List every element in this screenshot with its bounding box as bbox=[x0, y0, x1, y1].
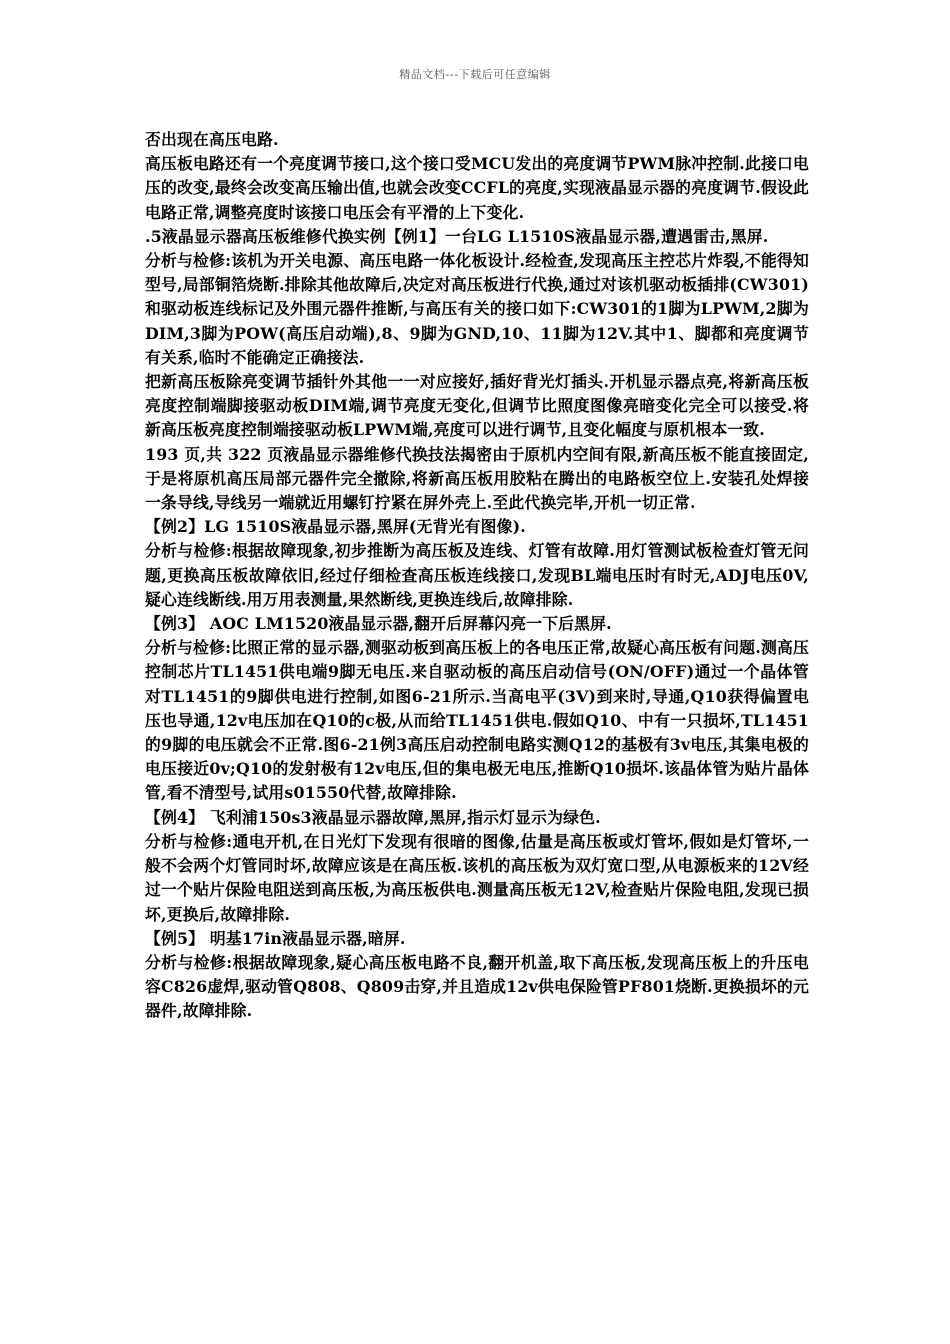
page-header: 精品文档---下载后可任意编辑 bbox=[399, 68, 551, 81]
paragraph: 【例5】 明基17in液晶显示器,暗屏. bbox=[145, 928, 406, 948]
paragraph: 【例3】 AOC LM1520液晶显示器,翻开后屏幕闪亮一下后黑屏. bbox=[145, 614, 612, 634]
paragraph: 把新高压板除亮变调节插针外其他一一对应接好,插好背光灯插头.开机显示器点亮,将新高压板亮度控制端脚接驱动板DIM端,调节亮度无变化,但调节比照度图像亮暗变化完全可以接受.将新高压板亮度控制端接驱动板LPWM端,亮度可以进行调节,且变化幅度与原机根本一致. bbox=[145, 372, 809, 440]
paragraph: 分析与检修:根据故障现象,初步推断为高压板及连线、灯管有故障.用灯管测试板检查灯管无问题,更换高压板故障依旧,经过仔细检查高压板连线接口,发现BL端电压时有时无,ADJ电压0V,疑心连线断线.用万用表测量,果然断线,更换连线后,故障排除. bbox=[145, 541, 809, 609]
paragraph: 分析与检修:根据故障现象,疑心高压板电路不良,翻开机盖,取下高压板,发现高压板上的升压电容C826虚焊,驱动管Q808、Q809击穿,并且造成12v供电保险管PF801烧断.更换损坏的元器件,故障排除. bbox=[145, 952, 809, 1021]
paragraph: 分析与检修:比照正常的显示器,测驱动板到高压板上的各电压正常,故疑心高压板有问题.测高压控制芯片TL1451供电端9脚无电压.来自驱动板的高压启动信号(ON/OFF)通过一个晶体管对TL1451的9脚供电进行控制,如图6-21所示.当高电平(3V)到来时,导通,Q10获得偏置电压也导通,12v电压加在Q10的c极,从而给TL1451供电.假如Q10、中有一只损坏,TL1451的9脚的电压就会不正常.图6-21例3高压启动控制电路实测Q12的基极有3v电压,其集电极的电压接近0v;Q10的发射极有12v电压,但的集电极无电压,推断Q10损坏.该晶体管为贴片晶体管,看不清型号,试用s01550代替,故障排除. bbox=[145, 638, 809, 803]
paragraph: 193 页,共 322 页液晶显示器维修代换技法揭密由于原机内空间有限,新高压板不能直接固定,于是将原机高压局部元器件完全撤除,将新高压板用胶粘在腾出的电路板空位上.安装孔处焊接一条导线,导线另一端就近用螺钉拧紧在屏外壳上.至此代换完毕,开机一切正常. bbox=[145, 444, 809, 513]
paragraph: 否出现在高压电路. bbox=[145, 130, 279, 149]
document-body bbox=[145, 128, 809, 1024]
paragraph: .5液晶显示器高压板维修代换实例【例1】一台LG L1510S液晶显示器,遭遇雷击,黑屏. bbox=[145, 226, 769, 246]
paragraph: 分析与检修:该机为开关电源、高压电路一体化板设计.经检查,发现高压主控芯片炸裂,不能得知型号,局部铜箔烧断.排除其他故障后,决定对高压板进行代换,通过对该机驱动板插排(CW301)和驱动板连线标记及外围元器件推断,与高压有关的接口如下:CW301的1脚为LPWM,2脚为DIM,3脚为POW(高压启动端),8、9脚为GND,10、11脚为12V.其中1、脚都和亮度调节有关系,临时不能确定正确接法. bbox=[145, 251, 809, 367]
paragraph: 【例2】LG 1510S液晶显示器,黑屏(无背光有图像). bbox=[145, 517, 526, 537]
paragraph: 分析与检修:通电开机,在日光灯下发现有很暗的图像,估量是高压板或灯管坏,假如是灯管坏,一般不会两个灯管同时坏,故障应该是在高压板.该机的高压板为双灯宽口型,从电源板来的12V经过一个贴片保险电阻送到高压板,为高压板供电.测量高压板无12V,检查贴片保险电阻,发现已损坏,更换后,故障排除. bbox=[145, 831, 809, 924]
paragraph: 【例4】 飞利浦150s3液晶显示器故障,黑屏,指示灯显示为绿色. bbox=[145, 807, 601, 827]
paragraph: 高压板电路还有一个亮度调节接口,这个接口受MCU发出的亮度调节PWM脉冲控制.此接口电压的改变,最终会改变高压输出值,也就会改变CCFL的亮度,实现液晶显示器的亮度调节.假设此电路正常,调整亮度时该接口电压会有平滑的上下变化. bbox=[145, 154, 809, 222]
